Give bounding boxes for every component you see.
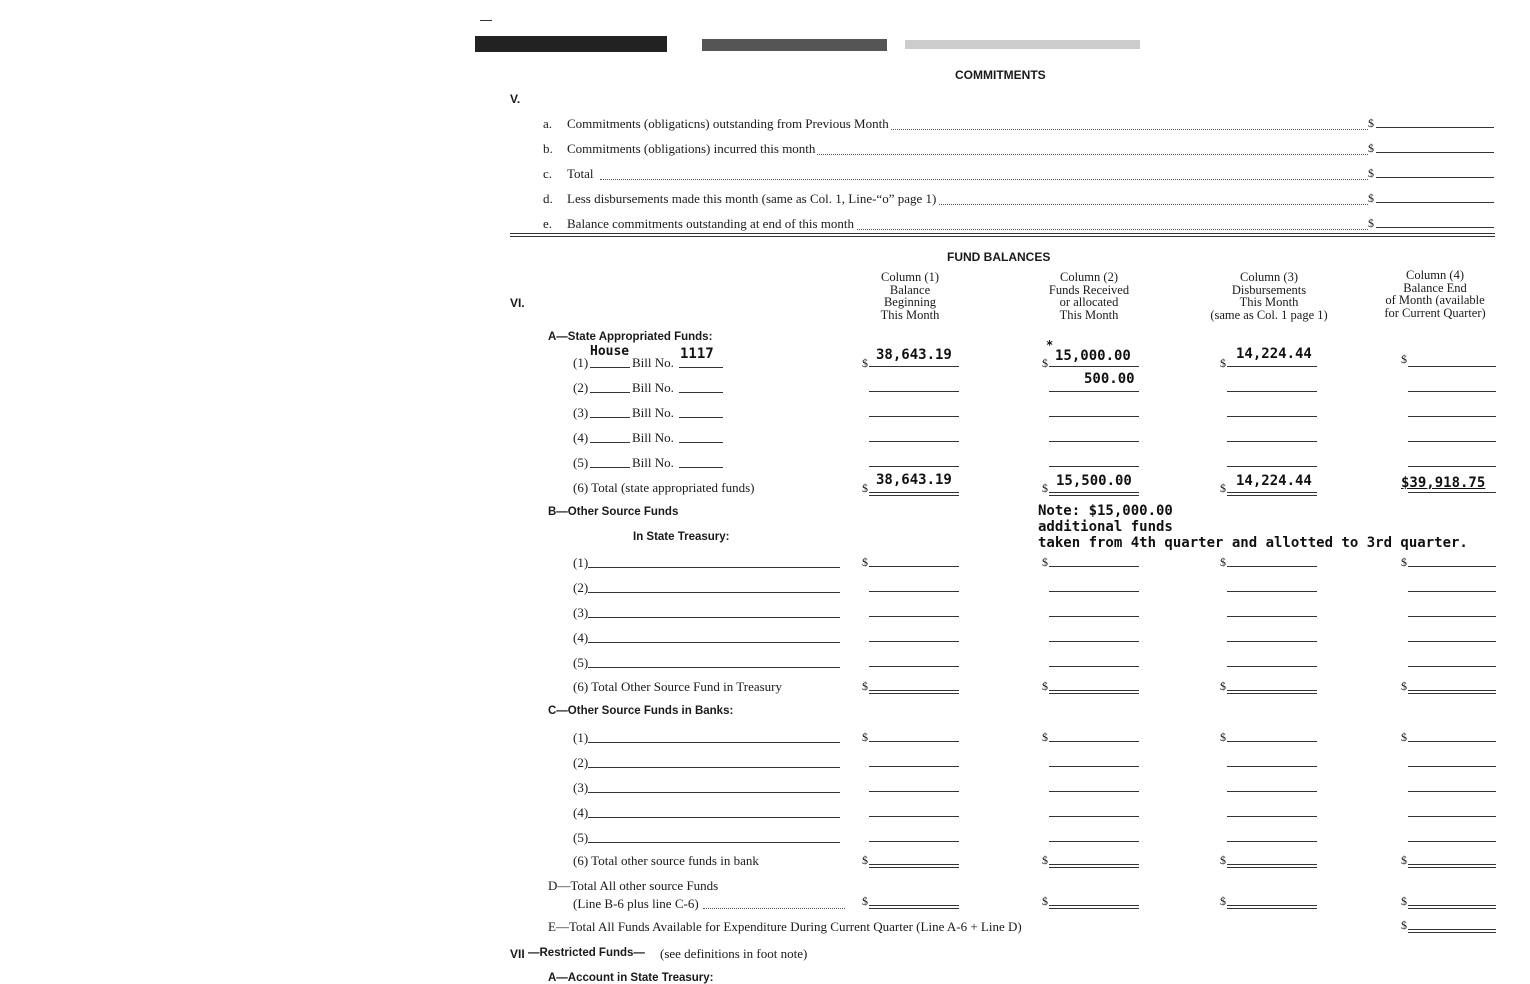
section-b-total-col-4-field[interactable] — [1408, 690, 1496, 691]
a6-column-3-total: 14,224.44 — [1236, 473, 1312, 489]
section-b-row-col-3-field[interactable] — [1227, 591, 1317, 592]
section-b-total-col-1-underline — [869, 693, 959, 694]
section-c-row-name-field[interactable] — [588, 767, 840, 768]
dollar-sign: $ — [1042, 730, 1048, 744]
dollar-sign: $ — [1042, 853, 1048, 867]
a-total-col-2-field[interactable] — [1049, 492, 1139, 493]
section-b-row-col-2-field[interactable] — [1049, 616, 1139, 617]
a1-column-1-value: 38,643.19 — [876, 347, 952, 363]
a6-column-4-total: $39,918.75 — [1401, 475, 1486, 491]
dollar-sign: $ — [1220, 853, 1226, 867]
chamber-house: House — [590, 344, 630, 359]
section-vi-number: VI. — [510, 296, 525, 310]
section-b-row-col-3-field[interactable] — [1227, 616, 1317, 617]
section-c-row-col-2-field[interactable] — [1049, 741, 1139, 742]
chamber-field[interactable] — [590, 392, 630, 393]
a-row-col-2-field[interactable] — [1049, 366, 1139, 367]
section-b-row-col-4-field[interactable] — [1408, 641, 1496, 642]
section-c-total-col-3-underline — [1227, 867, 1317, 868]
column-3-header: Column (3) Disbursements This Month (same as Col. 1 page 1) — [1210, 270, 1328, 322]
section-d-col-1-field[interactable] — [869, 905, 959, 906]
bill-no-label: Bill No. — [632, 430, 674, 445]
section-b-row-col-4-field[interactable] — [1408, 591, 1496, 592]
a-row-col-1-field[interactable] — [869, 466, 959, 467]
dollar-sign: $ — [1042, 679, 1048, 693]
dollar-sign: $ — [1401, 730, 1407, 744]
section-b-row-col-1-field[interactable] — [869, 666, 959, 667]
fund-balances-title: FUND BALANCES — [947, 250, 1051, 264]
bill-number-field[interactable] — [679, 367, 723, 368]
dollar-sign: $ — [1401, 918, 1407, 932]
a-total-col-3-underline — [1227, 495, 1317, 496]
section-e-col-4-field[interactable] — [1408, 929, 1496, 930]
bill-row-number: (1) — [573, 355, 589, 370]
dollar-sign: $ — [1401, 679, 1407, 693]
section-c-row-col-4-field[interactable] — [1408, 741, 1496, 742]
section-c-row-col-3-field[interactable] — [1227, 741, 1317, 742]
dollar-sign: $ — [1401, 352, 1407, 366]
a-row-col-4-field[interactable] — [1408, 366, 1496, 367]
section-c-row-number: (5) — [573, 830, 589, 845]
restricted-sub-a: A—Account in State Treasury: — [548, 972, 714, 984]
section-c-row-number: (3) — [573, 780, 589, 795]
a1-column-3-value: 14,224.44 — [1236, 346, 1312, 362]
section-c-row-col-1-field[interactable] — [869, 816, 959, 817]
section-b-total-col-3-field[interactable] — [1227, 690, 1317, 691]
section-a-heading: A—State Appropriated Funds: — [548, 331, 713, 343]
section-d-col-1-underline — [869, 908, 959, 909]
commitment-dollar: $ — [1368, 216, 1374, 230]
section-d-col-2-underline — [1049, 908, 1139, 909]
dollar-sign: $ — [1220, 730, 1226, 744]
a-row-col-1-field[interactable] — [869, 366, 959, 367]
section-vii-number: VII — [510, 947, 525, 961]
section-c-row-col-4-field[interactable] — [1408, 766, 1496, 767]
commitment-amount-field[interactable] — [1376, 177, 1494, 178]
commitment-letter: a. — [543, 116, 553, 131]
section-b-row-col-2-field[interactable] — [1049, 666, 1139, 667]
top-scan-mark — [480, 20, 492, 21]
dollar-sign: $ — [1401, 555, 1407, 569]
section-b-total-col-4-underline — [1408, 693, 1496, 694]
section-c-total-col-2-field[interactable] — [1049, 864, 1139, 865]
section-b-row-name-field[interactable] — [588, 567, 840, 568]
section-d-col-3-underline — [1227, 908, 1317, 909]
a-row-col-3-field[interactable] — [1227, 466, 1317, 467]
a-row-col-1-field[interactable] — [869, 416, 959, 417]
a-row-col-2-field[interactable] — [1049, 391, 1139, 392]
section-b-row-col-2-field[interactable] — [1049, 591, 1139, 592]
dollar-sign: $ — [1401, 894, 1407, 908]
dollar-sign: $ — [1220, 555, 1226, 569]
bill-row-number: (2) — [573, 380, 589, 395]
section-b-heading: B—Other Source Funds — [548, 506, 679, 518]
a-row-col-1-field[interactable] — [869, 391, 959, 392]
section-c-row-number: (4) — [573, 805, 589, 820]
commitment-dollar: $ — [1368, 116, 1374, 130]
dollar-sign: $ — [862, 853, 868, 867]
section-b-total-col-2-field[interactable] — [1049, 690, 1139, 691]
section-e-label: E—Total All Funds Available for Expenditure During Current Quarter (Line A-6 + Line D) — [548, 919, 1022, 934]
redaction-bar-mid — [702, 39, 887, 51]
section-b-row-col-2-field[interactable] — [1049, 566, 1139, 567]
section-c-row-col-4-field[interactable] — [1408, 791, 1496, 792]
dollar-sign: $ — [862, 555, 868, 569]
section-b-row-col-1-field[interactable] — [869, 616, 959, 617]
section-c-row-col-4-field[interactable] — [1408, 816, 1496, 817]
a-row-col-2-field[interactable] — [1049, 466, 1139, 467]
bill-row-number: (5) — [573, 455, 589, 470]
section-b-total-col-1-field[interactable] — [869, 690, 959, 691]
a-total-col-1-field[interactable] — [869, 492, 959, 493]
section-b-row-col-4-field[interactable] — [1408, 666, 1496, 667]
bill-number-field[interactable] — [679, 392, 723, 393]
commitments-divider-2 — [510, 236, 1495, 237]
bill-no-label: Bill No. — [632, 455, 674, 470]
section-c-row-col-1-field[interactable] — [869, 791, 959, 792]
dollar-sign: $ — [862, 481, 868, 495]
section-c-total-col-1-field[interactable] — [869, 864, 959, 865]
note-line-1: Note: $15,000.00 — [1038, 503, 1173, 519]
section-c-row-number: (2) — [573, 755, 589, 770]
bill-no-label: Bill No. — [632, 380, 674, 395]
dollar-sign: $ — [862, 679, 868, 693]
a-row-col-4-field[interactable] — [1408, 416, 1496, 417]
section-d-leader — [703, 908, 845, 909]
section-c-row-col-2-field[interactable] — [1049, 766, 1139, 767]
section-b-row-col-1-field[interactable] — [869, 641, 959, 642]
commitment-amount-field[interactable] — [1376, 227, 1494, 228]
asterisk-mark: * — [1046, 338, 1054, 352]
section-d-col-4-underline — [1408, 908, 1496, 909]
commitment-amount-field[interactable] — [1376, 127, 1494, 128]
a-row-col-2-field[interactable] — [1049, 416, 1139, 417]
commitment-label: Commitments (obligaticns) outstanding from Previous Month — [567, 116, 889, 131]
bill-no-label: Bill No. — [632, 405, 674, 420]
section-b-row-number: (4) — [573, 630, 589, 645]
commitments-title: COMMITMENTS — [955, 68, 1046, 82]
section-b-row-name-field[interactable] — [588, 617, 840, 618]
section-a-total-label: (6) Total (state appropriated funds) — [573, 480, 755, 495]
section-b-total-col-2-underline — [1049, 693, 1139, 694]
dollar-sign: $ — [1220, 481, 1226, 495]
section-c-total-col-2-underline — [1049, 867, 1139, 868]
commitments-divider — [510, 233, 1495, 234]
a6-column-2-total: 15,500.00 — [1056, 473, 1132, 489]
a-row-col-1-field[interactable] — [869, 441, 959, 442]
section-c-row-col-2-field[interactable] — [1049, 841, 1139, 842]
redaction-bar-left — [475, 36, 667, 52]
column-4-header: Column (4) Balance End of Month (available for Current Quarter) — [1384, 268, 1486, 320]
section-c-row-col-1-field[interactable] — [869, 841, 959, 842]
commitment-letter: e. — [543, 216, 553, 231]
section-b-total-col-3-underline — [1227, 693, 1317, 694]
section-b-row-col-4-field[interactable] — [1408, 616, 1496, 617]
dollar-sign: $ — [862, 894, 868, 908]
section-d-col-2-field[interactable] — [1049, 905, 1139, 906]
section-c-total-col-4-underline — [1408, 867, 1496, 868]
a1-column-2-extra: 500.00 — [1084, 371, 1135, 387]
section-c-row-col-3-field[interactable] — [1227, 766, 1317, 767]
a-row-col-4-field[interactable] — [1408, 441, 1496, 442]
section-c-heading: C—Other Source Funds in Banks: — [548, 705, 734, 717]
bill-no-label: Bill No. — [632, 355, 674, 370]
section-d-col-4-field[interactable] — [1408, 905, 1496, 906]
section-b-row-number: (3) — [573, 605, 589, 620]
a-row-col-4-field[interactable] — [1408, 391, 1496, 392]
dollar-sign: $ — [1220, 679, 1226, 693]
commitment-amount-field[interactable] — [1376, 202, 1494, 203]
section-b-row-name-field[interactable] — [588, 592, 840, 593]
dollar-sign: $ — [1401, 853, 1407, 867]
section-c-row-col-3-field[interactable] — [1227, 816, 1317, 817]
bill-number-field[interactable] — [679, 417, 723, 418]
section-c-row-name-field[interactable] — [588, 842, 840, 843]
section-b-row-col-3-field[interactable] — [1227, 666, 1317, 667]
chamber-field[interactable] — [590, 467, 630, 468]
bill-number-1117: 1117 — [680, 346, 714, 362]
section-c-row-name-field[interactable] — [588, 742, 840, 743]
section-c-row-name-field[interactable] — [588, 817, 840, 818]
column-2-header: Column (2) Funds Received or allocated This Month — [1048, 270, 1130, 322]
chamber-field[interactable] — [590, 417, 630, 418]
commitment-label: Balance commitments outstanding at end of this month — [567, 216, 855, 231]
commitment-letter: b. — [543, 141, 553, 156]
commitment-dollar: $ — [1368, 191, 1374, 205]
dollar-sign: $ — [1042, 356, 1048, 370]
section-b-row-number: (2) — [573, 580, 589, 595]
commitment-label: Less disbursements made this month (same as Col. 1, Line-“o” page 1) — [567, 191, 937, 206]
section-e-col-4-underline — [1408, 932, 1496, 933]
bill-row-number: (4) — [573, 430, 589, 445]
a-row-col-4-field[interactable] — [1408, 466, 1496, 467]
note-line-3: taken from 4th quarter and allotted to 3rd quarter. — [1038, 535, 1468, 551]
section-c-total-col-3-field[interactable] — [1227, 864, 1317, 865]
section-b-row-col-4-field[interactable] — [1408, 566, 1496, 567]
a-total-col-3-field[interactable] — [1227, 492, 1317, 493]
dollar-sign: $ — [1220, 894, 1226, 908]
section-c-row-col-3-field[interactable] — [1227, 791, 1317, 792]
dollar-sign: $ — [1042, 481, 1048, 495]
redaction-bar-right — [905, 40, 1140, 49]
section-c-row-col-1-field[interactable] — [869, 766, 959, 767]
a-total-col-1-underline — [869, 495, 959, 496]
restricted-funds-heading: —Restricted Funds— — [528, 947, 645, 959]
section-b-row-col-1-field[interactable] — [869, 591, 959, 592]
section-c-total-col-4-field[interactable] — [1408, 864, 1496, 865]
dollar-sign: $ — [1220, 356, 1226, 370]
a-total-col-4-field[interactable] — [1408, 492, 1496, 493]
a-total-col-2-underline — [1049, 495, 1139, 496]
a-row-col-3-field[interactable] — [1227, 366, 1317, 367]
section-d-line-2: (Line B-6 plus line C-6) — [573, 896, 699, 911]
a-row-col-3-field[interactable] — [1227, 441, 1317, 442]
commitment-label: Commitments (obligations) incurred this month — [567, 141, 816, 156]
commitment-leader — [600, 179, 1368, 180]
section-c-row-col-3-field[interactable] — [1227, 841, 1317, 842]
section-b-row-col-3-field[interactable] — [1227, 566, 1317, 567]
section-b-row-number: (5) — [573, 655, 589, 670]
bill-number-field[interactable] — [679, 442, 723, 443]
section-v-number: V. — [510, 92, 521, 106]
section-c-row-name-field[interactable] — [588, 792, 840, 793]
section-c-row-col-2-field[interactable] — [1049, 816, 1139, 817]
restricted-funds-note: (see definitions in foot note) — [660, 946, 808, 961]
commitment-amount-field[interactable] — [1376, 152, 1494, 153]
a-row-col-2-field[interactable] — [1049, 441, 1139, 442]
section-c-row-col-1-field[interactable] — [869, 741, 959, 742]
section-b-row-col-3-field[interactable] — [1227, 641, 1317, 642]
section-c-row-col-4-field[interactable] — [1408, 841, 1496, 842]
dollar-sign: $ — [1042, 555, 1048, 569]
section-d-line-1: D—Total All other source Funds — [548, 878, 719, 893]
section-c-total-label: (6) Total other source funds in bank — [573, 853, 759, 868]
dollar-sign: $ — [862, 730, 868, 744]
commitment-letter: d. — [543, 191, 553, 206]
commitment-dollar: $ — [1368, 141, 1374, 155]
section-b-row-name-field[interactable] — [588, 667, 840, 668]
commitment-letter: c. — [543, 166, 553, 181]
dollar-sign: $ — [862, 356, 868, 370]
note-line-2: additional funds — [1038, 519, 1173, 535]
section-b-row-col-1-field[interactable] — [869, 566, 959, 567]
column-1-header: Column (1) Balance Beginning This Month — [880, 270, 940, 322]
section-b-row-col-2-field[interactable] — [1049, 641, 1139, 642]
section-b-total-label: (6) Total Other Source Fund in Treasury — [573, 679, 782, 694]
a6-column-1-total: 38,643.19 — [876, 472, 952, 488]
commitment-dollar: $ — [1368, 166, 1374, 180]
bill-number-field[interactable] — [679, 467, 723, 468]
a-row-col-3-field[interactable] — [1227, 391, 1317, 392]
section-b-subheading: In State Treasury: — [633, 531, 730, 543]
section-c-total-col-1-underline — [869, 867, 959, 868]
section-b-row-name-field[interactable] — [588, 642, 840, 643]
bill-row-number: (3) — [573, 405, 589, 420]
a1-column-2-value: 15,000.00 — [1055, 348, 1131, 364]
section-c-row-col-2-field[interactable] — [1049, 791, 1139, 792]
chamber-field[interactable] — [590, 442, 630, 443]
section-c-row-number: (1) — [573, 730, 589, 745]
dollar-sign: $ — [1042, 894, 1048, 908]
section-d-col-3-field[interactable] — [1227, 905, 1317, 906]
chamber-field[interactable] — [590, 367, 630, 368]
section-b-row-number: (1) — [573, 555, 589, 570]
a-row-col-3-field[interactable] — [1227, 416, 1317, 417]
commitment-label: Total — [567, 166, 594, 181]
